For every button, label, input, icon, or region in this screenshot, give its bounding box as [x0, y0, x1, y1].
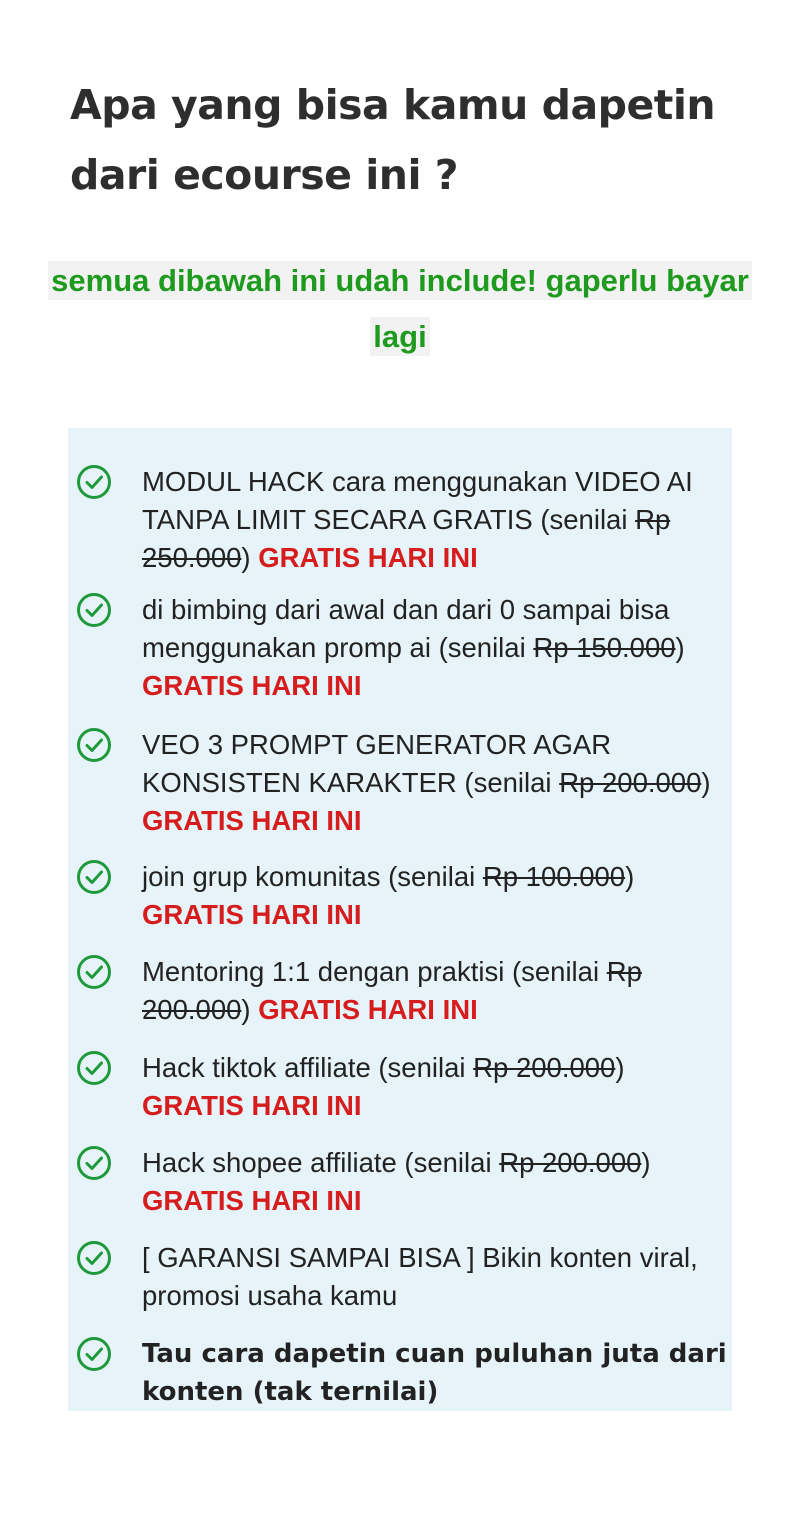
price-close: ) [241, 542, 251, 573]
free-label: GRATIS HARI INI [142, 899, 362, 930]
price-close: ) [241, 994, 251, 1025]
check-circle-icon [75, 1144, 113, 1182]
check-circle-icon [75, 591, 113, 629]
free-label: GRATIS HARI INI [142, 1090, 362, 1121]
benefit-text [142, 726, 732, 840]
check-circle-icon [75, 726, 113, 764]
benefit-description: join grup komunitas (senilai [142, 861, 483, 892]
check-circle-icon [75, 1335, 113, 1373]
benefit-text [142, 1239, 732, 1315]
benefit-text [142, 1049, 732, 1125]
page-heading: Apa yang bisa kamu dapetin dari ecourse ini ? [70, 81, 716, 199]
check-circle-icon [75, 1239, 113, 1277]
include-note [40, 253, 760, 365]
free-label: GRATIS HARI INI [142, 670, 362, 701]
benefit-text [142, 953, 732, 1029]
free-label: GRATIS HARI INI [142, 805, 362, 836]
price-close: ) [625, 861, 635, 892]
benefit-text [142, 463, 732, 577]
original-price: Rp 100.000 [482, 861, 626, 892]
free-label: GRATIS HARI INI [258, 994, 478, 1025]
benefit-description: di bimbing dari awal dan dari 0 sampai bisa menggunakan promp ai (senilai [142, 594, 670, 663]
price-close: ) [615, 1052, 625, 1083]
price-close: ) [701, 767, 711, 798]
check-circle-icon [75, 463, 113, 501]
benefit-text [142, 1335, 732, 1411]
original-price: Rp 200.000 [473, 1052, 616, 1083]
original-price: Rp 150.000 [533, 632, 676, 663]
original-price: Rp 200.000 [142, 956, 642, 1025]
benefit-description: VEO 3 PROMPT GENERATOR AGAR KONSISTEN KARAKTER (senilai [142, 729, 612, 798]
benefit-description: Mentoring 1:1 dengan praktisi (senilai [142, 956, 607, 987]
price-close: ) [641, 1147, 651, 1178]
price-close: ) [675, 632, 685, 663]
check-circle-icon [75, 1049, 113, 1087]
benefit-text [142, 858, 732, 934]
benefit-description: [ GARANSI SAMPAI BISA ] Bikin konten viral, promosi usaha kamu [142, 1242, 698, 1311]
free-label: GRATIS HARI INI [142, 1185, 362, 1216]
check-circle-icon [75, 953, 113, 991]
benefit-description: Hack tiktok affiliate (senilai [142, 1052, 474, 1083]
include-note-text: semua dibawah ini udah include! gaperlu bayar lagi [48, 261, 752, 356]
original-price: Rp 200.000 [559, 767, 702, 798]
benefit-list [68, 428, 732, 1411]
benefit-description: Tau cara dapetin cuan puluhan juta dari konten (tak ternilai) [142, 1339, 727, 1407]
free-label: GRATIS HARI INI [258, 542, 478, 573]
benefit-text [142, 591, 732, 705]
original-price: Rp 200.000 [499, 1147, 642, 1178]
check-circle-icon [75, 858, 113, 896]
benefit-description: Hack shopee affiliate (senilai [142, 1147, 500, 1178]
original-price: Rp 250.000 [142, 504, 671, 573]
benefit-text [142, 1144, 732, 1220]
benefit-description: MODUL HACK cara menggunakan VIDEO AI TANPA LIMIT SECARA GRATIS (senilai [142, 466, 693, 535]
